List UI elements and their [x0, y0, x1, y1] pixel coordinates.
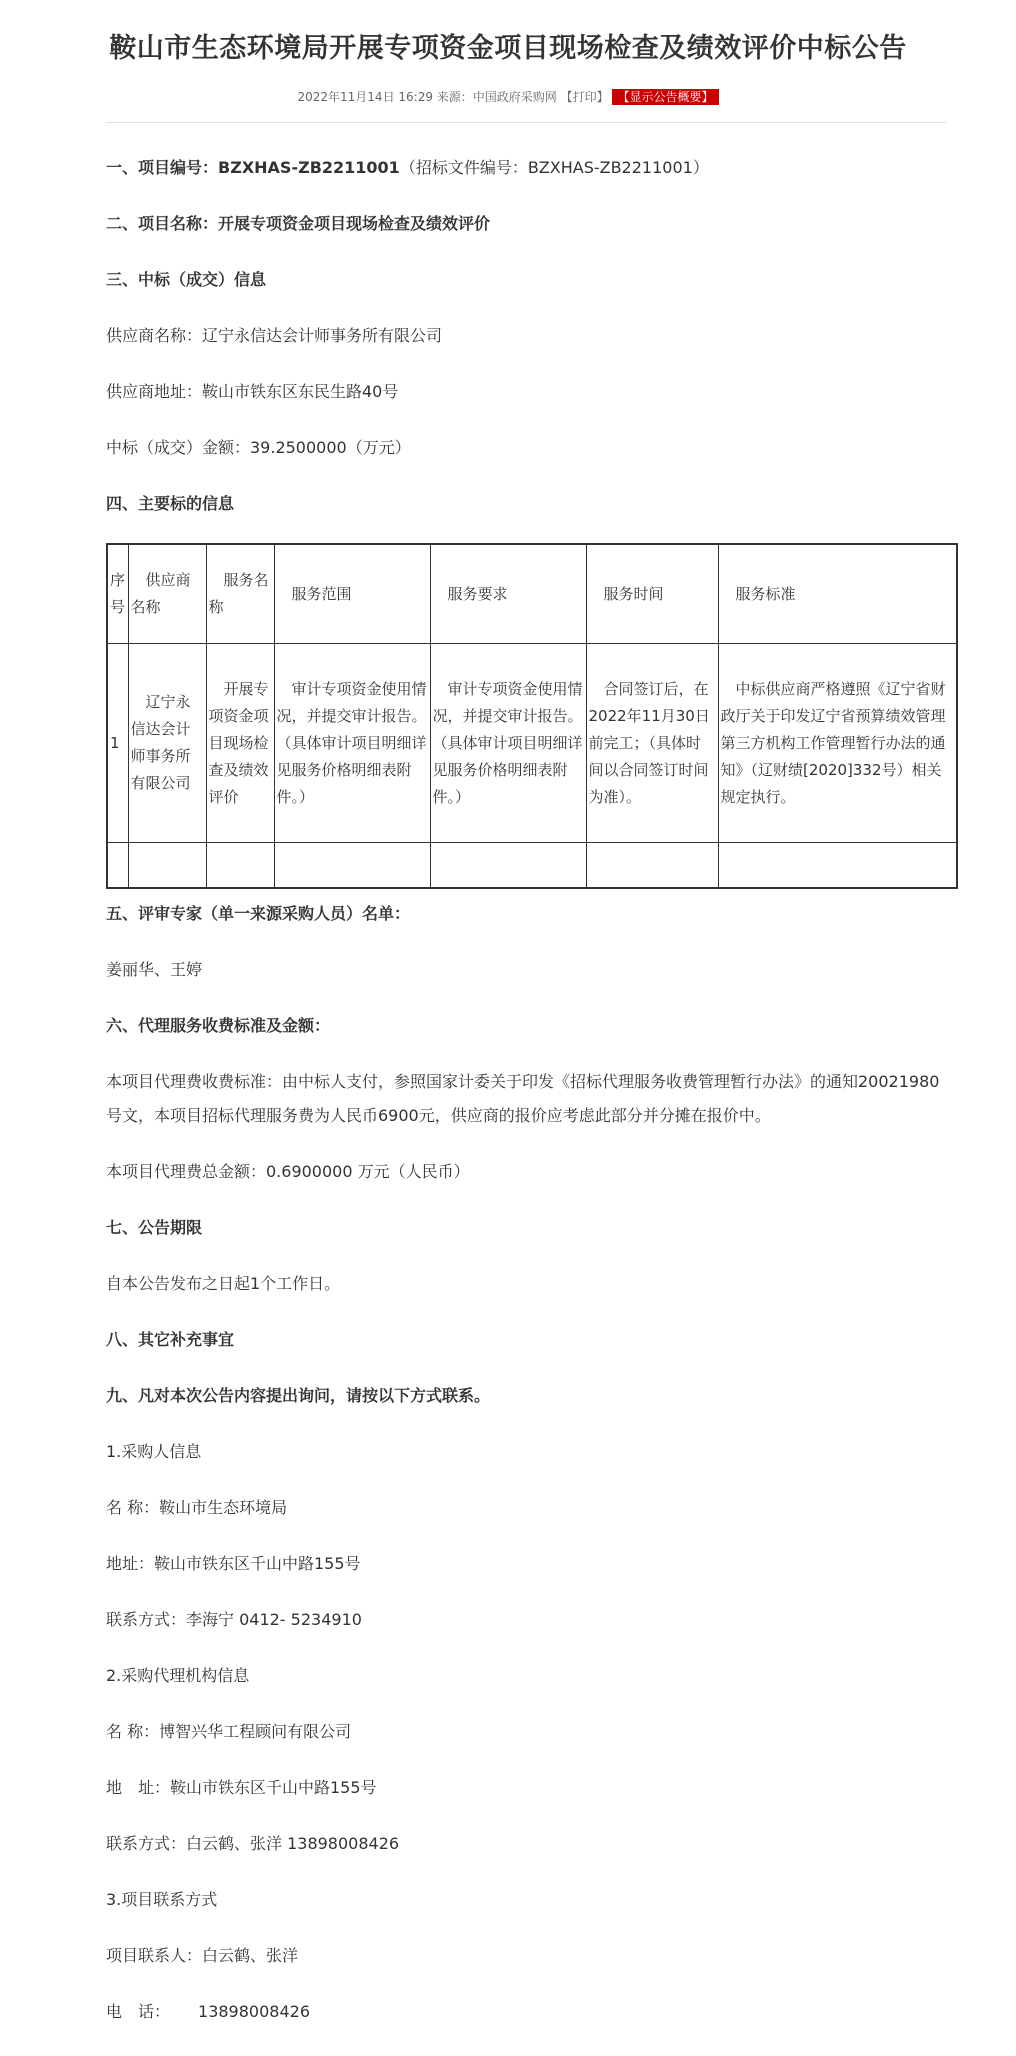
- header-cell: 服务名称: [206, 544, 274, 644]
- show-summary-button[interactable]: 【显示公告概要】: [612, 89, 718, 105]
- empty-cell: [586, 843, 718, 889]
- header-cell: 服务范围: [274, 544, 430, 644]
- empty-cell: [430, 843, 586, 889]
- purchaser-address: 地址：鞍山市铁东区千山中路155号: [106, 1554, 361, 1573]
- purchaser-title: 1.采购人信息: [106, 1442, 202, 1461]
- empty-cell: [206, 843, 274, 889]
- expert-names: 姜丽华、王婷: [106, 960, 203, 979]
- header-cell: 序号: [107, 544, 128, 644]
- section-4-heading: 四、主要标的信息: [106, 494, 235, 513]
- section-7-heading: 七、公告期限: [106, 1218, 203, 1237]
- table-cell: 合同签订后，在2022年11月30日前完工；（具体时间以合同签订时间为准）。: [586, 644, 718, 843]
- table-cell: 开展专项资金项目现场检查及绩效评价: [206, 644, 274, 843]
- section-3-heading: 三、中标（成交）信息: [106, 270, 267, 289]
- section-8-heading: 八、其它补充事宜: [106, 1330, 235, 1349]
- award-amount: 中标（成交）金额：39.2500000（万元）: [106, 438, 411, 457]
- header-cell: 服务标准: [718, 544, 957, 644]
- table-empty-row: [107, 843, 957, 889]
- phone-number: 13898008426: [198, 2002, 310, 2021]
- section-5-heading: 五、评审专家（单一来源采购人员）名单：: [106, 904, 411, 923]
- agency-name: 名 称：博智兴华工程顾问有限公司: [106, 1722, 352, 1741]
- notice-period: 自本公告发布之日起1个工作日。: [106, 1274, 341, 1293]
- purchaser-contact: 联系方式：李海宁 0412- 5234910: [106, 1610, 362, 1629]
- header-cell: 供应商名称: [128, 544, 206, 644]
- project-number-line: [106, 156, 709, 180]
- project-number: BZXHAS-ZB2211001: [218, 158, 400, 177]
- page-title: 鞍山市生态环境局开展专项资金项目现场检查及绩效评价中标公告: [109, 33, 907, 64]
- source-text: 来源：中国政府采购网: [436, 90, 557, 104]
- purchaser-name: 名 称：鞍山市生态环境局: [106, 1498, 288, 1517]
- empty-cell: [274, 843, 430, 889]
- header-cell: 服务要求: [430, 544, 586, 644]
- project-name-line: 二、项目名称：开展专项资金项目现场检查及绩效评价: [106, 214, 491, 233]
- section-9-heading: 九、凡对本次公告内容提出询问，请按以下方式联系。: [106, 1386, 491, 1405]
- empty-cell: [128, 843, 206, 889]
- agency-fee-total: 本项目代理费总金额：0.6900000 万元（人民币）: [106, 1162, 470, 1181]
- meta-bar: [0, 88, 1016, 105]
- phone-label: 电 话：: [106, 2002, 171, 2021]
- empty-cell: [107, 843, 128, 889]
- project-phone-line: [106, 2000, 310, 2024]
- table-cell: 审计专项资金使用情况，并提交审计报告。（具体审计项目明细详见服务价格明细表附件。）: [274, 644, 430, 843]
- tender-doc-number: （招标文件编号：BZXHAS-ZB2211001）: [399, 158, 709, 177]
- table-header-row: [107, 544, 957, 644]
- title-divider: [106, 122, 946, 123]
- header-cell: 服务时间: [586, 544, 718, 644]
- print-link[interactable]: 【打印】: [560, 90, 609, 104]
- table-cell: 中标供应商严格遵照《辽宁省财政厅关于印发辽宁省预算绩效管理第三方机构工作管理暂行办法的通知》（辽财绩[2020]332号）相关规定执行。: [718, 644, 957, 843]
- empty-cell: [718, 843, 957, 889]
- project-number-label: 一、项目编号：: [106, 158, 219, 177]
- section-6-heading: 六、代理服务收费标准及金额：: [106, 1016, 331, 1035]
- table-cell: 1: [107, 644, 128, 843]
- supplier-name: 供应商名称：辽宁永信达会计师事务所有限公司: [106, 326, 443, 345]
- agency-address: 地 址：鞍山市铁东区千山中路155号: [106, 1778, 377, 1797]
- table-cell: 审计专项资金使用情况，并提交审计报告。（具体审计项目明细详见服务价格明细表附件。）: [430, 644, 586, 843]
- table-row: [107, 644, 957, 843]
- agency-fee-standard: 本项目代理费收费标准：由中标人支付，参照国家计委关于印发《招标代理服务收费管理暂行办法》的通知20021980号文，本项目招标代理服务费为人民币6900元，供应商的报价应考虑此部分并分摊在报价中。: [106, 1072, 940, 1125]
- supplier-address: 供应商地址：鞍山市铁东区东民生路40号: [106, 382, 399, 401]
- project-contact-title: 3.项目联系方式: [106, 1890, 218, 1909]
- publish-date: 2022年11月14日 16:29: [297, 90, 433, 104]
- agency-title: 2.采购代理机构信息: [106, 1666, 250, 1685]
- project-contact-person: 项目联系人：白云鹤、张洋: [106, 1946, 299, 1965]
- table-cell: 辽宁永信达会计师事务所有限公司: [128, 644, 206, 843]
- agency-contact: 联系方式：白云鹤、张洋 13898008426: [106, 1834, 400, 1853]
- subject-table: [106, 543, 958, 889]
